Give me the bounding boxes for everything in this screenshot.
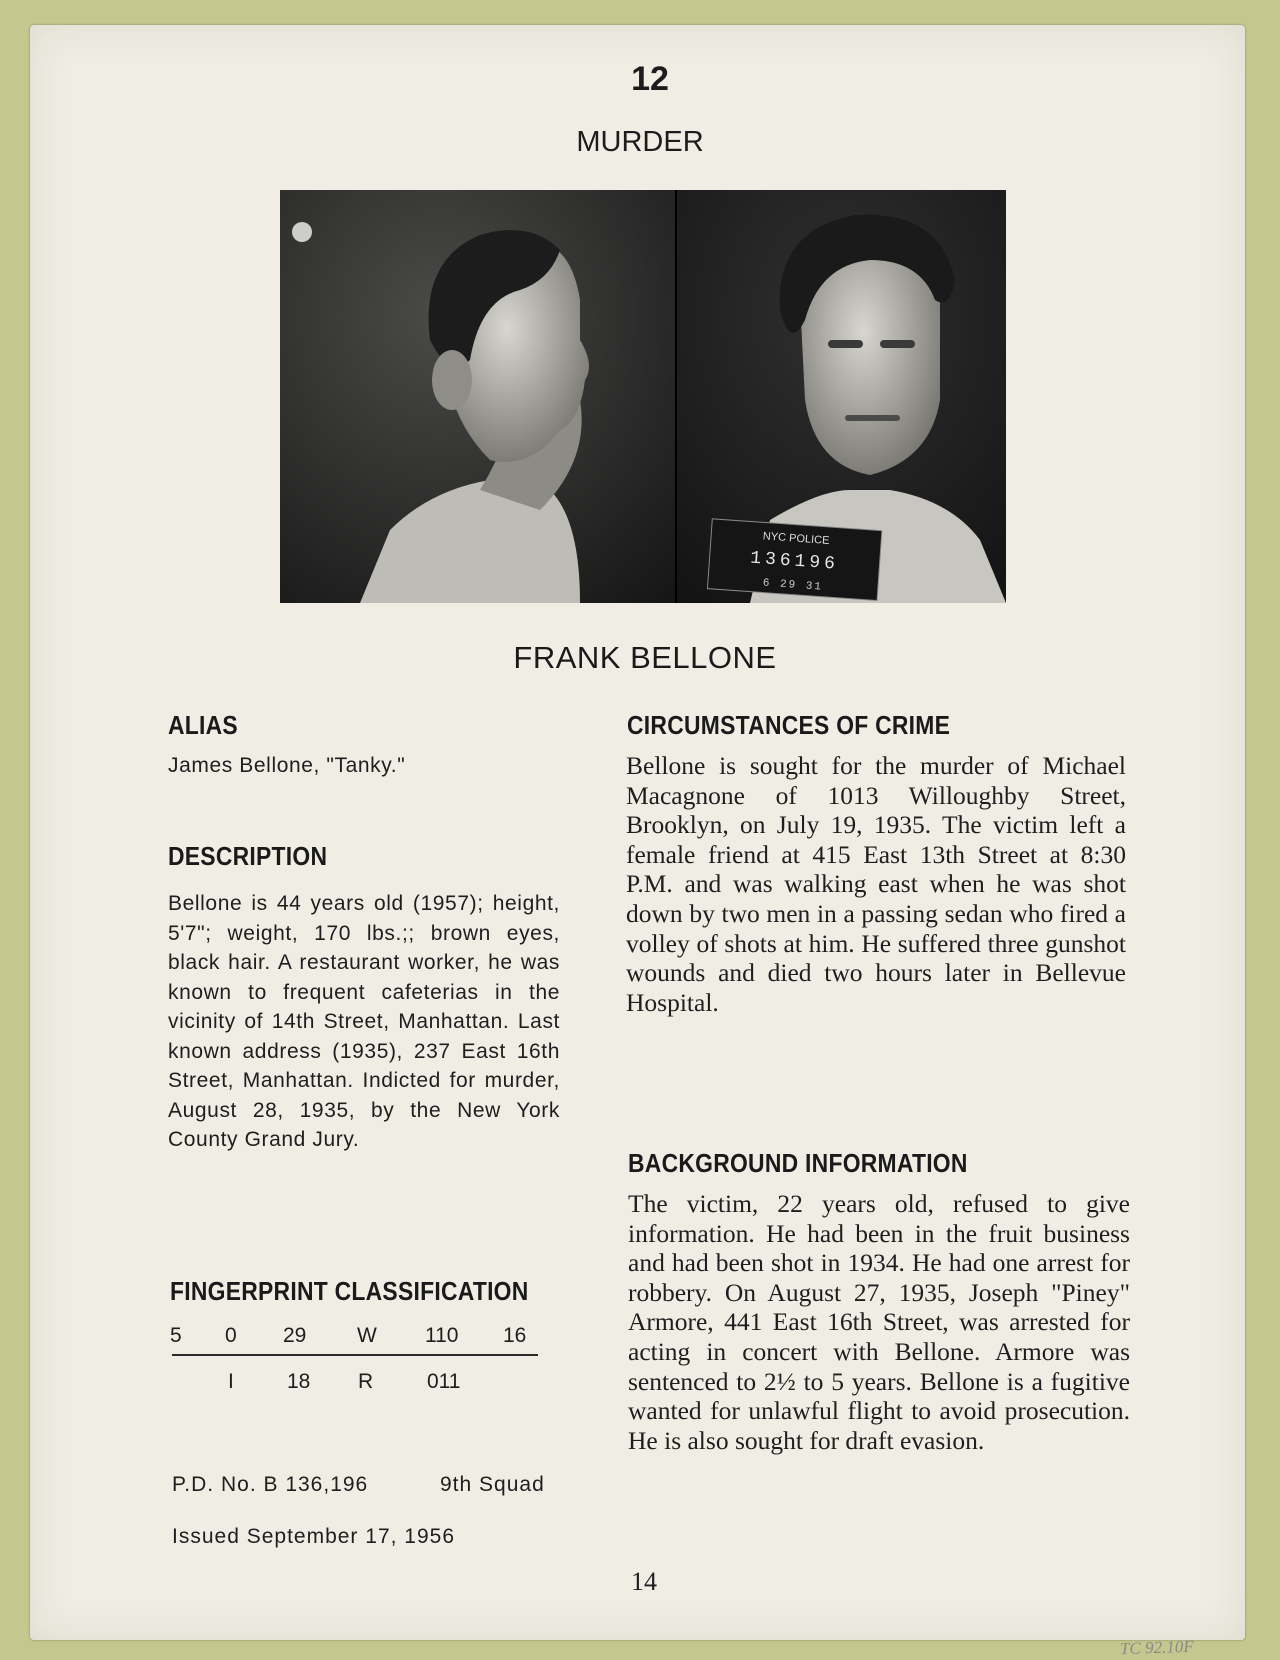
fp-top-1: 5 xyxy=(170,1324,182,1347)
fp-bottom-2: 18 xyxy=(287,1370,311,1393)
placard-date: 6 29 31 xyxy=(762,577,824,594)
fp-top-5: 110 xyxy=(425,1324,459,1347)
fp-top-2: 0 xyxy=(225,1324,237,1347)
crime-title: MURDER xyxy=(576,126,704,158)
mugshot-image xyxy=(280,190,1006,603)
description-heading: DESCRIPTION xyxy=(168,841,328,871)
fp-bottom-4: 011 xyxy=(427,1370,461,1393)
circumstances-heading: CIRCUMSTANCES OF CRIME xyxy=(627,710,951,740)
background-heading: BACKGROUND INFORMATION xyxy=(628,1148,968,1178)
description-text: Bellone is 44 years old (1957); height, 5'7"; weight, 170 lbs.;; brown eyes, black hair. A restaurant worker, he was known to frequent cafeterias in the vicinity of 14th Street, Manhattan. Last known address (1935), 237 East 16th Street, Manhattan. Indicted for murder, August 28, 1935, by the New York County Grand Jury. xyxy=(168,892,560,1151)
fp-bottom-1: I xyxy=(228,1370,234,1393)
fingerprint-bottom-row xyxy=(0,1370,600,1400)
background-text: The victim, 22 years old, refused to give information. He had been in the fruit business and had been shot in 1934. He had one arrest for robbery. On August 27, 1935, Joseph "Piney" Armore, 441 East 16th Street, was arrested for acting in concert with Bellone. Armore was sentenced to 2½ to 5 years. Bellone is a fugitive wanted for unlawful flight to avoid prosecution. He is also sought for draft evasion. xyxy=(628,1189,1130,1455)
fingerprint-top-row xyxy=(0,1324,600,1354)
circumstances-text: Bellone is sought for the murder of Michael Macagnone of 1013 Willoughby Street, Brooklyn, on July 19, 1935. The victim left a female friend at 415 East 13th Street at 8:30 P.M. and was walking east when he was shot down by two men in a passing sedan who fired a volley of shots at him. He suffered three gunshot wounds and died two hours later in Bellevue Hospital. xyxy=(626,751,1126,1017)
fp-top-6: 16 xyxy=(503,1324,527,1347)
fingerprint-heading: FINGERPRINT CLASSIFICATION xyxy=(170,1276,529,1306)
issued-date: Issued September 17, 1956 xyxy=(172,1525,456,1548)
placard-number: 136196 xyxy=(749,548,840,575)
fp-top-4: W xyxy=(357,1324,377,1347)
fp-bottom-3: R xyxy=(358,1370,374,1393)
fingerprint-divider xyxy=(172,1354,538,1356)
fp-top-3: 29 xyxy=(283,1324,307,1347)
squad: 9th Squad xyxy=(440,1473,545,1496)
alias-heading: ALIAS xyxy=(168,710,238,740)
placard-dept: NYC POLICE xyxy=(762,530,830,547)
fugitive-name: FRANK BELLONE xyxy=(513,640,777,675)
alias-text: James Bellone, "Tanky." xyxy=(168,754,406,777)
mugshot-photos xyxy=(280,190,1006,603)
page-number: 14 xyxy=(631,1567,657,1596)
pd-number: P.D. No. B 136,196 xyxy=(172,1473,369,1496)
archive-mark: TC 92.10F xyxy=(1119,1636,1194,1659)
case-number: 12 xyxy=(631,60,669,98)
